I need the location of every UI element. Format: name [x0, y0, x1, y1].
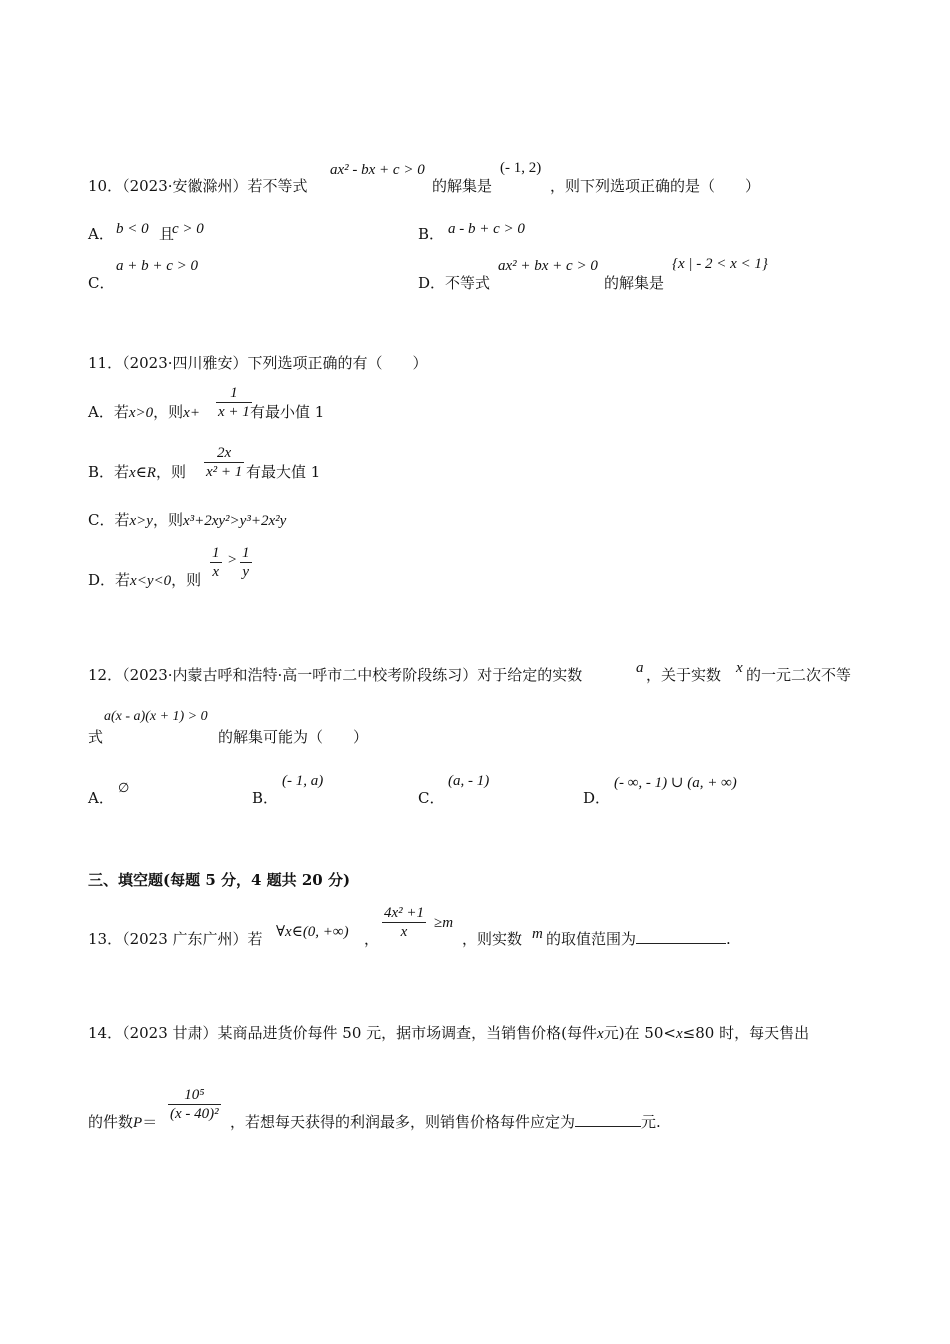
fraction-numerator: 4x² +1 — [384, 905, 425, 921]
option-expression: x+ — [183, 405, 200, 421]
q10-mid-text: 的解集是 — [432, 177, 493, 195]
q11-option-c — [88, 510, 286, 531]
q12-inequality: a(x - a)(x + 1) > 0 — [104, 709, 208, 724]
q12-option-b-math: (- 1, a) — [282, 773, 324, 789]
q10-tail: ，则下列选项正确的是（ ） — [550, 177, 761, 195]
fraction-denominator: y — [242, 564, 250, 580]
fraction-numerator: 10⁵ — [168, 1086, 221, 1105]
q11-option-b — [88, 462, 186, 483]
q13-end: . — [726, 930, 731, 948]
q10-option-d-math: ax² + bx + c > 0 — [498, 258, 598, 274]
q13-var-m: m — [532, 926, 543, 942]
fraction-numerator: 2x — [204, 444, 244, 463]
fraction-numerator: 1 — [212, 545, 220, 561]
q14-line2 — [88, 1112, 157, 1133]
fraction-denominator: x² + 1 — [206, 464, 243, 480]
q12-mid: ，关于实数 — [646, 666, 722, 684]
q14-text: ≤80 时，每天售出 — [682, 1024, 810, 1042]
fraction-denominator: (x - 40)² — [170, 1106, 219, 1122]
q13-source: （2023 广东广州）若 — [122, 930, 263, 948]
q12-option-c-math: (a, - 1) — [448, 773, 490, 789]
option-d-text: 不等式 — [445, 274, 491, 292]
q11-option-b-fraction — [204, 444, 244, 481]
option-text: 若 — [114, 511, 130, 529]
option-label: A． — [88, 225, 114, 243]
q12-tail: 的一元二次不等 — [746, 666, 852, 684]
q10-option-b-math: a - b + c > 0 — [448, 221, 525, 237]
q11-number: 11． — [88, 354, 123, 372]
q14-var-x: x — [597, 1026, 604, 1042]
q14-equals: ＝ — [142, 1113, 158, 1131]
option-text: ，则 — [152, 511, 183, 529]
option-label: B． — [88, 463, 115, 481]
q12-line2-pre: 式 — [88, 728, 104, 746]
q14-fraction — [168, 1086, 221, 1123]
fraction-numerator: 1 — [242, 545, 250, 561]
q14-text: ，若想每天获得的利润最多，则销售价格每件应定为 — [230, 1113, 576, 1131]
option-text: ，则 — [171, 571, 202, 589]
option-text: ，则 — [155, 463, 186, 481]
q14-text: 的件数 — [88, 1113, 134, 1131]
q10-source: （2023·安徽滁州）若不等式 — [122, 177, 308, 195]
q12-number: 12． — [88, 666, 123, 684]
q10-inequality: ax² - bx + c > 0 — [330, 162, 425, 178]
q10-interval: (- 1, 2) — [500, 160, 542, 176]
fraction-numerator: 1 — [216, 384, 252, 403]
q11-option-d-fraction-2 — [240, 544, 252, 581]
option-label: D． — [418, 274, 446, 292]
q11-option-b-tail: 有最大值 1 — [246, 463, 321, 481]
q13-tail-text: 的取值范围为 — [546, 930, 637, 948]
q14-line1 — [88, 1023, 809, 1044]
q13-ge-m: ≥m — [434, 915, 454, 931]
q13-answer-blank[interactable] — [636, 929, 726, 944]
q12-option-d-math: (- ∞, - 1) ∪ (a, + ∞) — [614, 775, 737, 791]
q13-fraction — [382, 904, 426, 941]
q10-option-c-math: a + b + c > 0 — [116, 258, 199, 274]
q10-option-d-set: {x | - 2 < x < 1} — [672, 256, 768, 272]
q12-option-d: D． — [583, 789, 611, 807]
option-condition: x∈R — [129, 465, 156, 481]
q10-stem — [88, 176, 308, 196]
q13-tail: ，则实数 — [462, 930, 523, 948]
q12-option-a: A． — [88, 789, 114, 807]
option-condition: x>0 — [128, 405, 154, 421]
q10-option-b — [418, 224, 444, 244]
q10-option-d-text2: 的解集是 — [604, 274, 665, 292]
option-label: C． — [88, 274, 115, 292]
q11-option-d-fraction-1 — [210, 544, 222, 581]
q14-var-p: P — [133, 1115, 143, 1131]
q12-stem — [88, 665, 582, 685]
option-text: ，则 — [153, 403, 184, 421]
option-label: D． — [88, 571, 116, 589]
option-expression: x³+2xy²>y³+2x²y — [182, 513, 287, 529]
option-text: 若 — [115, 571, 131, 589]
option-label: A． — [88, 403, 114, 421]
q14-line2-tail — [230, 1112, 661, 1132]
q10-option-a — [88, 224, 114, 244]
q14-end: 元. — [641, 1113, 661, 1131]
q14-text: 元)在 50< — [603, 1024, 676, 1042]
fraction-denominator: x — [400, 924, 408, 940]
option-text: 若 — [113, 403, 129, 421]
q14-answer-blank[interactable] — [575, 1112, 641, 1127]
q11-source: （2023·四川雅安）下列选项正确的有（ ） — [122, 354, 428, 372]
fraction-denominator: x — [212, 564, 220, 580]
q12-line2-tail: 的解集可能为（ ） — [218, 728, 369, 746]
option-condition: x<y<0 — [130, 573, 172, 589]
q10-number: 10． — [88, 177, 123, 195]
q11-option-a-tail: 有最小值 1 — [250, 403, 325, 421]
q10-option-a-math1: b < 0 — [116, 221, 149, 237]
q13-tail2 — [546, 929, 731, 949]
q12-source: （2023·内蒙古呼和浩特·高一呼市二中校考阶段练习）对于给定的实数 — [122, 666, 583, 684]
q12-option-c: C． — [418, 789, 445, 807]
q11-stem — [88, 353, 428, 373]
q10-option-c — [88, 273, 114, 293]
q10-option-a-and: 且 — [159, 225, 175, 243]
fraction-denominator: x + 1 — [218, 404, 250, 420]
section-heading: 三、填空题(每题 5 分，4 题共 20 分) — [88, 871, 351, 889]
q13-condition: ∀x∈(0, +∞) — [276, 924, 349, 940]
q11-option-d — [88, 570, 201, 591]
q12-option-a-math: ∅ — [118, 780, 130, 795]
option-label: B． — [418, 225, 445, 243]
q12-option-b: B． — [252, 789, 279, 807]
q11-option-a-fraction — [216, 384, 252, 421]
q10-option-a-math2: c > 0 — [172, 221, 204, 237]
q12-var-a: a — [636, 660, 644, 676]
q14-text: （2023 甘肃）某商品进货价每件 50 元，据市场调查，当销售价格(每件 — [122, 1024, 598, 1042]
q13-number: 13． — [88, 930, 123, 948]
option-condition: x>y — [129, 513, 153, 529]
q12-var-x: x — [736, 660, 743, 676]
q13-comma: ， — [364, 930, 380, 948]
q13-stem — [88, 929, 263, 949]
option-text: 若 — [114, 463, 130, 481]
q11-option-d-gt: > — [228, 552, 237, 568]
q11-option-a — [88, 402, 200, 423]
q14-number: 14． — [88, 1024, 123, 1042]
q10-option-d — [418, 273, 490, 293]
option-label: C． — [88, 511, 115, 529]
q14-var-x: x — [675, 1026, 683, 1042]
